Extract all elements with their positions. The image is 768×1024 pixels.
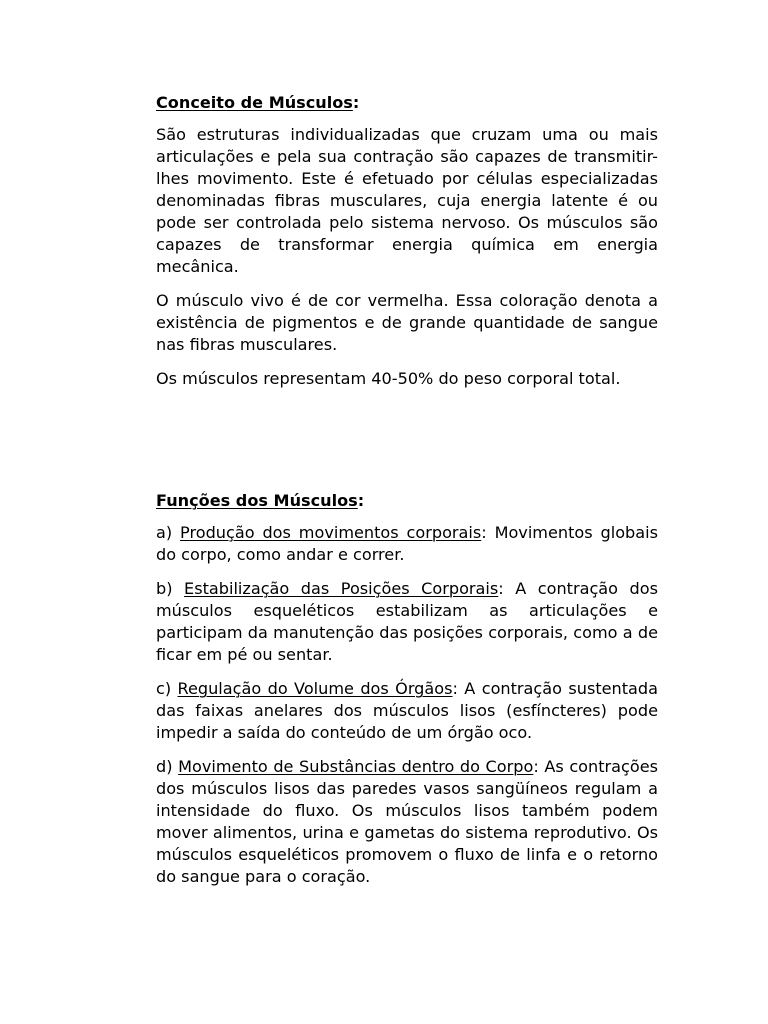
section-title: Conceito de Músculos [156,93,353,112]
title-suffix: : [357,491,365,510]
paragraph-weight: Os músculos representam 40-50% do peso corporal total. [156,369,621,388]
item-text: : As contrações dos músculos lisos das paredes vasos sangüíneos regulam a intensidade do fluxo. Os músculos lisos também podem mover alimentos, urina e gametas do sistema reprodutivo. Os músculos esqueléticos promovem o fluxo de linfa e o retorno do sangue para o coração. [156,757,658,886]
list-item-c [156,678,658,744]
list-item-d [156,756,658,888]
paragraph-definition: São estruturas individualizadas que cruzam uma ou mais articulações e pela sua contração são capazes de transmitir-lhes movimento. Este é efetuado por células especializadas denominadas fibras musculares, cuja energia latente é ou pode ser controlada pelo sistema nervoso. Os músculos são capazes de transformar energia química em energia mecânica. [156,125,658,276]
item-text: : A contração dos músculos esqueléticos estabilizam as articulações e participam da manutenção das posições corporais, como a de ficar em pé ou sentar. [156,579,658,664]
section-spacer [156,402,658,490]
section-heading-conceito [156,92,658,114]
item-title: Estabilização das Posições Corporais [184,579,499,598]
section-title: Funções dos Músculos [156,491,358,510]
item-text: : A contração sustentada das faixas anelares dos músculos lisos (esfíncteres) pode impedir a saída do conteúdo de um órgão oco. [156,679,658,742]
document-page [156,92,658,900]
item-prefix: d) [156,757,179,776]
item-text: : Movimentos globais do corpo, como andar e correr. [156,523,658,564]
item-prefix: b) [156,579,185,598]
item-prefix: c) [156,679,178,698]
item-title: Produção dos movimentos corporais [180,523,482,542]
item-prefix: a) [156,523,181,542]
title-suffix: : [352,93,360,112]
section-heading-funcoes [156,490,658,512]
list-item-b [156,578,658,666]
item-title: Movimento de Substâncias dentro do Corpo [178,757,534,776]
paragraph-color: O músculo vivo é de cor vermelha. Essa coloração denota a existência de pigmentos e de grande quantidade de sangue nas fibras musculares. [156,291,658,354]
list-item-a [156,522,658,566]
item-title: Regulação do Volume dos Órgãos [177,679,453,698]
